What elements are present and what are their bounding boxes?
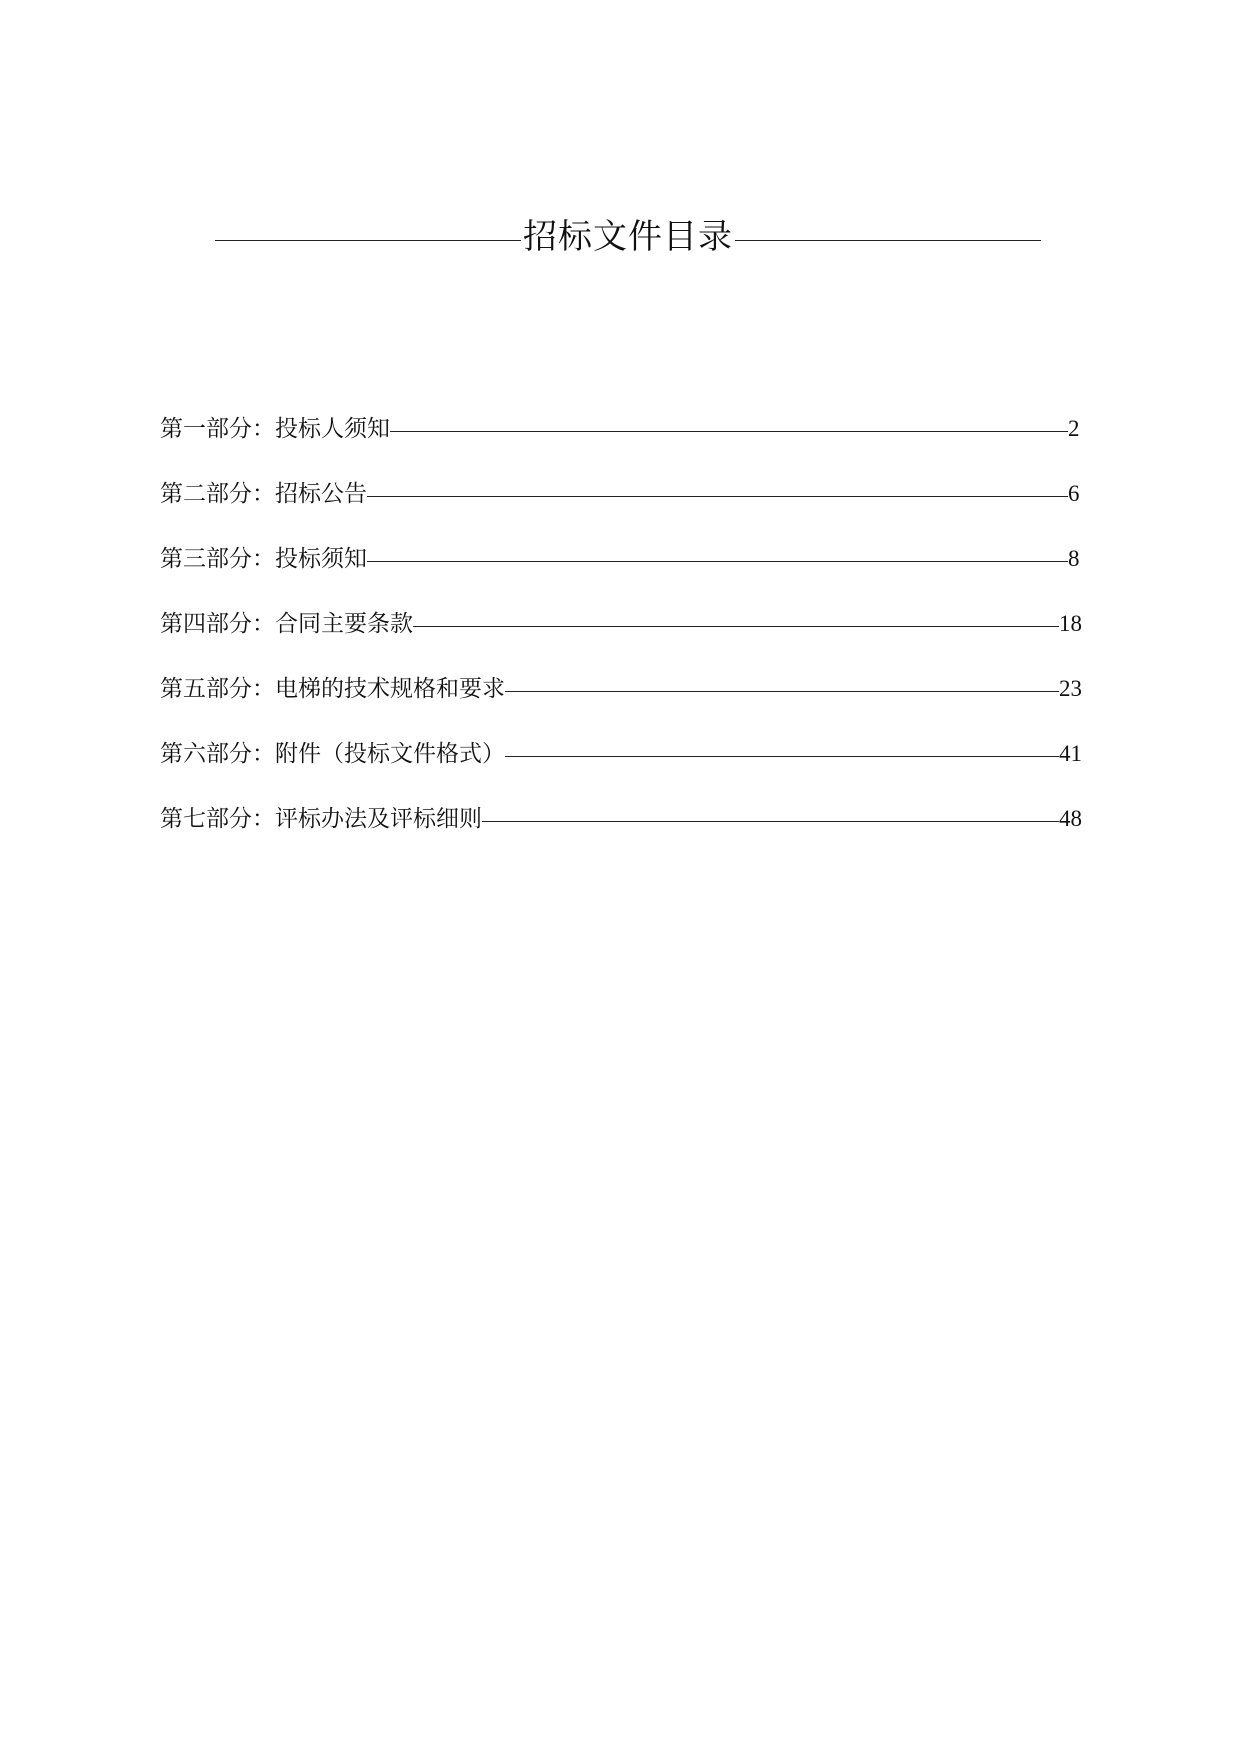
page-title: 招标文件目录 <box>523 217 733 257</box>
toc-entry-label: 第三部分：投标须知 <box>160 545 367 572</box>
toc-entry-label: 第四部分：合同主要条款 <box>160 610 413 637</box>
toc-entry-part-2[interactable] <box>160 461 1082 526</box>
table-of-contents <box>160 396 1082 851</box>
toc-page-number: 6 <box>1068 480 1080 506</box>
toc-leader-line <box>505 756 1059 757</box>
toc-entry-label: 第二部分：招标公告 <box>160 480 367 507</box>
toc-page-number: 23 <box>1059 675 1082 701</box>
toc-leader-line <box>390 431 1068 432</box>
toc-page-number: 18 <box>1059 610 1082 636</box>
toc-entry-part-4[interactable] <box>160 591 1082 656</box>
toc-entry-part-7[interactable] <box>160 786 1082 851</box>
toc-leader-line <box>413 626 1059 627</box>
toc-page-number: 8 <box>1068 545 1080 571</box>
toc-entry-part-6[interactable] <box>160 721 1082 786</box>
toc-entry-label: 第五部分：电梯的技术规格和要求 <box>160 675 505 702</box>
toc-leader-line <box>367 496 1068 497</box>
title-row <box>215 212 1041 262</box>
toc-leader-line <box>482 821 1059 822</box>
toc-entry-label: 第六部分：附件（投标文件格式） <box>160 740 505 767</box>
toc-entry-part-1[interactable] <box>160 396 1082 461</box>
title-left-rule <box>215 240 521 241</box>
toc-entry-label: 第七部分：评标办法及评标细则 <box>160 805 482 832</box>
toc-leader-line <box>367 561 1068 562</box>
toc-page-number: 2 <box>1068 415 1080 441</box>
toc-leader-line <box>505 691 1059 692</box>
toc-page-number: 41 <box>1059 740 1082 766</box>
toc-entry-label: 第一部分：投标人须知 <box>160 415 390 442</box>
toc-entry-part-5[interactable] <box>160 656 1082 721</box>
toc-entry-part-3[interactable] <box>160 526 1082 591</box>
toc-page-number: 48 <box>1059 805 1082 831</box>
title-right-rule <box>735 240 1041 241</box>
